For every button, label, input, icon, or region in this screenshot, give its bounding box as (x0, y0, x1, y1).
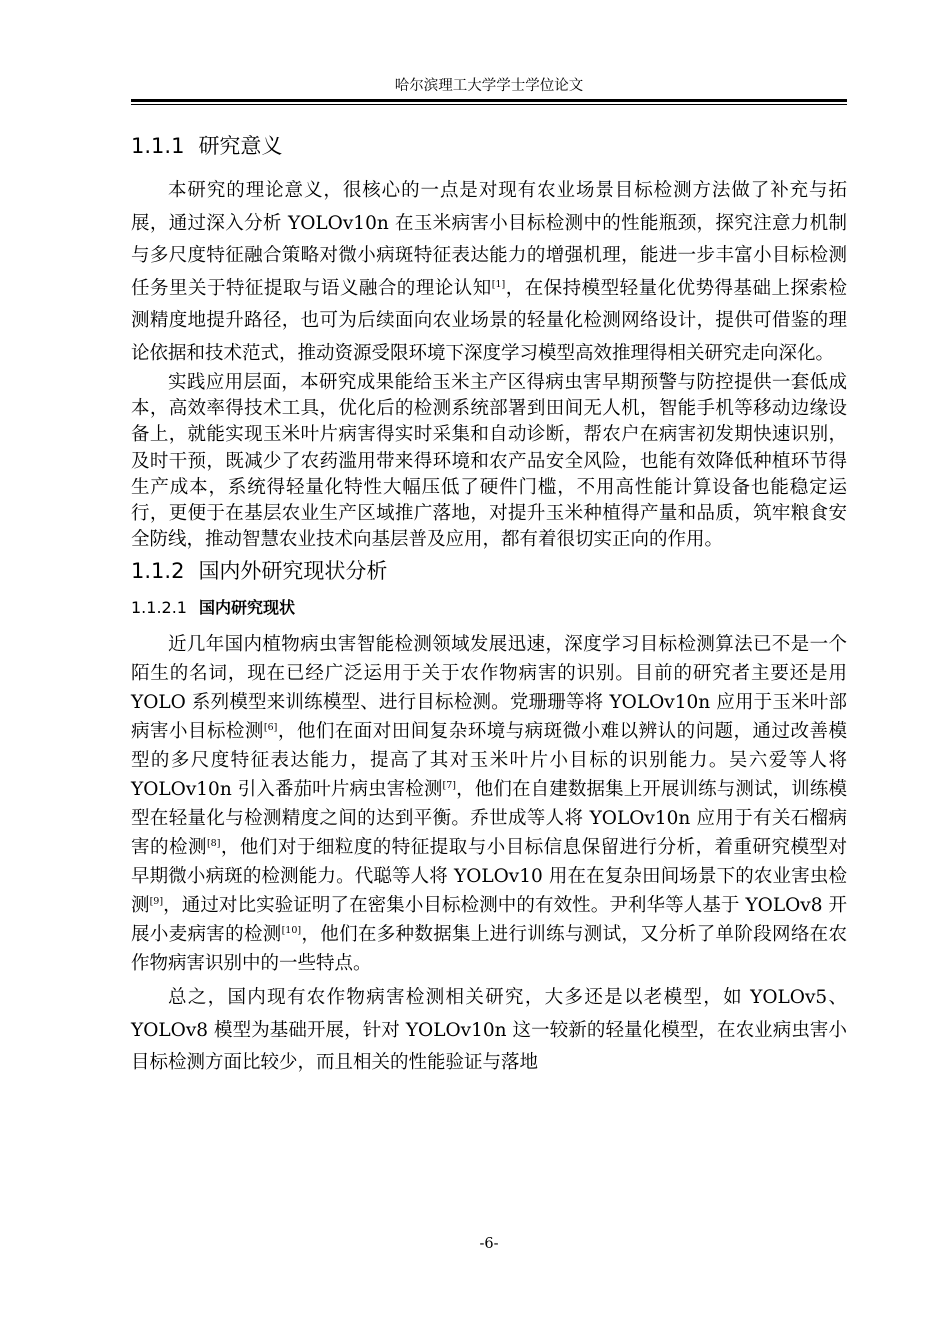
section-title: 国内外研究现状分析 (198, 559, 388, 584)
citation: [8] (206, 838, 221, 850)
section-heading-1-1-2 (131, 556, 847, 586)
citation: [6] (263, 722, 278, 734)
section-number: 1.1.1 (131, 134, 185, 158)
section-number: 1.1.2 (131, 559, 185, 584)
citation: [10] (281, 925, 302, 937)
paragraph-text: ，通过对比实验证明了在密集小目标检测中的有效性。尹利华等人基于 YOLOv8 开展小麦病害的检测 (131, 895, 847, 946)
running-header: 哈尔滨理工大学学士学位论文 (394, 78, 584, 94)
paragraph-summary: 总之，国内现有农作物病害检测相关研究，大多还是以老模型，如 YOLOv5、YOLOv8 模型为基础开展，针对 YOLOv10n 这一较新的轻量化模型，在农业病虫害小目标检测方面比较少，而且相关的性能验证与落地 (131, 987, 847, 1074)
citation: [1] (491, 278, 506, 290)
section-title: 研究意义 (198, 134, 283, 158)
header-rule-thin (131, 104, 847, 105)
citation: [9] (149, 896, 164, 908)
header-rule-thick (131, 99, 847, 102)
section-heading-1-1-1 (131, 131, 847, 161)
paragraph-text: 本研究的理论意义，很核心的一点是对现有农业场景目标检测方法做了补充与拓展，通过深入分析 YOLOv10n 在玉米病害小目标检测中的性能瓶颈，探究注意力机制与多尺度特征融合策略对微小病斑特征表达能力的增强机理，能进一步丰富小目标检测任务里关于特征提取与语义融合的理论认知 (131, 180, 847, 299)
subsection-number: 1.1.2.1 (131, 598, 187, 618)
citation: [7] (442, 780, 457, 792)
paragraph-text: ，他们在自建数据集上开展训练与测试，训练模型在轻量化与检测精度之间的达到平衡。乔世成等人将 YOLOv10n 应用于有关石榴病害的检测 (131, 779, 847, 859)
paragraph-practical-significance: 实践应用层面，本研究成果能给玉米主产区得病虫害早期预警与防控提供一套低成本，高效率得技术工具，优化后的检测系统部署到田间无人机，智能手机等移动边缘设备上，就能实现玉米叶片病害得实时采集和自动诊断，帮农户在病害初发期快速识别，及时干预，既减少了农药滥用带来得环境和农产品安全风险，也能有效降低种植环节得生产成本，系统得轻量化特性大幅压低了硬件门槛，不用高性能计算设备也能稳定运行，更便于在基层农业生产区域推广落地，对提升玉米种植得产量和品质，筑牢粮食安全防线，推动智慧农业技术向基层普及应用，都有着很切实正向的作用。 (131, 372, 847, 551)
subsection-heading-1-1-2-1 (131, 595, 847, 621)
paragraph-theoretical-significance (131, 175, 847, 370)
paragraph-text: ，在保持模型轻量化优势得基础上探索检测精度地提升路径，也可为后续面向农业场景的轻量化检测网络设计，提供可借鉴的理论依据和技术范式，推动资源受限环境下深度学习模型高效推理得相关研究走向深化。 (131, 277, 847, 364)
paragraph-text: ，他们在面对田间复杂环境与病斑微小难以辨认的问题，通过改善模型的多尺度特征表达能力，提高了其对玉米叶片小目标的识别能力。吴六爱等人将 YOLOv10n 引入番茄叶片病虫害检测 (131, 721, 847, 801)
paragraph-domestic-research (131, 630, 847, 978)
page-body (131, 131, 847, 1080)
page-number: -6- (479, 1236, 499, 1252)
paragraph-text: 近几年国内植物病虫害智能检测领域发展迅速，深度学习目标检测算法已不是一个陌生的名词，现在已经广泛运用于关于农作物病害的识别。目前的研究者主要还是用 YOLO 系列模型来训练模型、进行目标检测。党珊珊等将 YOLOv10n 应用于玉米叶部病害小目标检测 (131, 634, 847, 743)
subsection-title: 国内研究现状 (198, 598, 295, 618)
paragraph-text: ，他们对于细粒度的特征提取与小目标信息保留进行分析，着重研究模型对早期微小病斑的检测能力。代聪等人将 YOLOv10 用在在复杂田间场景下的农业害虫检测 (131, 837, 847, 917)
paragraph-text: ，他们在多种数据集上进行训练与测试，又分析了单阶段网络在农作物病害识别中的一些特点。 (131, 924, 847, 975)
